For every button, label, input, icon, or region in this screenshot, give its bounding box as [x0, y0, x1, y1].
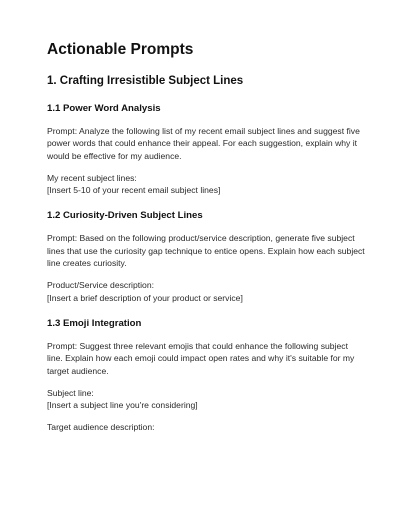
- input-placeholder-recent-subject-lines: [Insert 5-10 of your recent email subject lines]: [47, 185, 221, 196]
- prompt-text-power-word: Prompt: Analyze the following list of my recent email subject lines and suggest five power words that could enhance their appeal. For each suggestion, explain why it would be effective for my audience.: [47, 126, 360, 161]
- prompt-text-emoji: Prompt: Suggest three relevant emojis that could enhance the following subject line. Explain how each emoji could impact open rates and why it's suitable for my target audience.: [47, 340, 355, 376]
- input-label-product-description: Product/Service description:: [47, 280, 154, 291]
- input-label-subject-line: Subject line:: [47, 387, 94, 398]
- subsection-heading-power-word: 1.1 Power Word Analysis: [47, 103, 161, 114]
- input-label-recent-subject-lines: My recent subject lines:: [47, 172, 137, 183]
- subsection-heading-emoji: 1.3 Emoji Integration: [47, 317, 142, 329]
- input-label-target-audience: Target audience description:: [47, 422, 155, 433]
- prompt-text-curiosity: Prompt: Based on the following product/service description, generate five subject lines that use the curiosity gap technique to entice opens. Explain how each subject line creates curiosity.: [47, 233, 365, 269]
- input-placeholder-subject-line: [Insert a subject line you're considering]: [47, 400, 198, 411]
- section-heading-subject-lines: 1. Crafting Irresistible Subject Lines: [47, 75, 244, 87]
- document-title: Actionable Prompts: [47, 41, 194, 58]
- input-placeholder-product-description: [Insert a brief description of your product or service]: [47, 292, 243, 303]
- subsection-heading-curiosity: 1.2 Curiosity-Driven Subject Lines: [47, 210, 203, 222]
